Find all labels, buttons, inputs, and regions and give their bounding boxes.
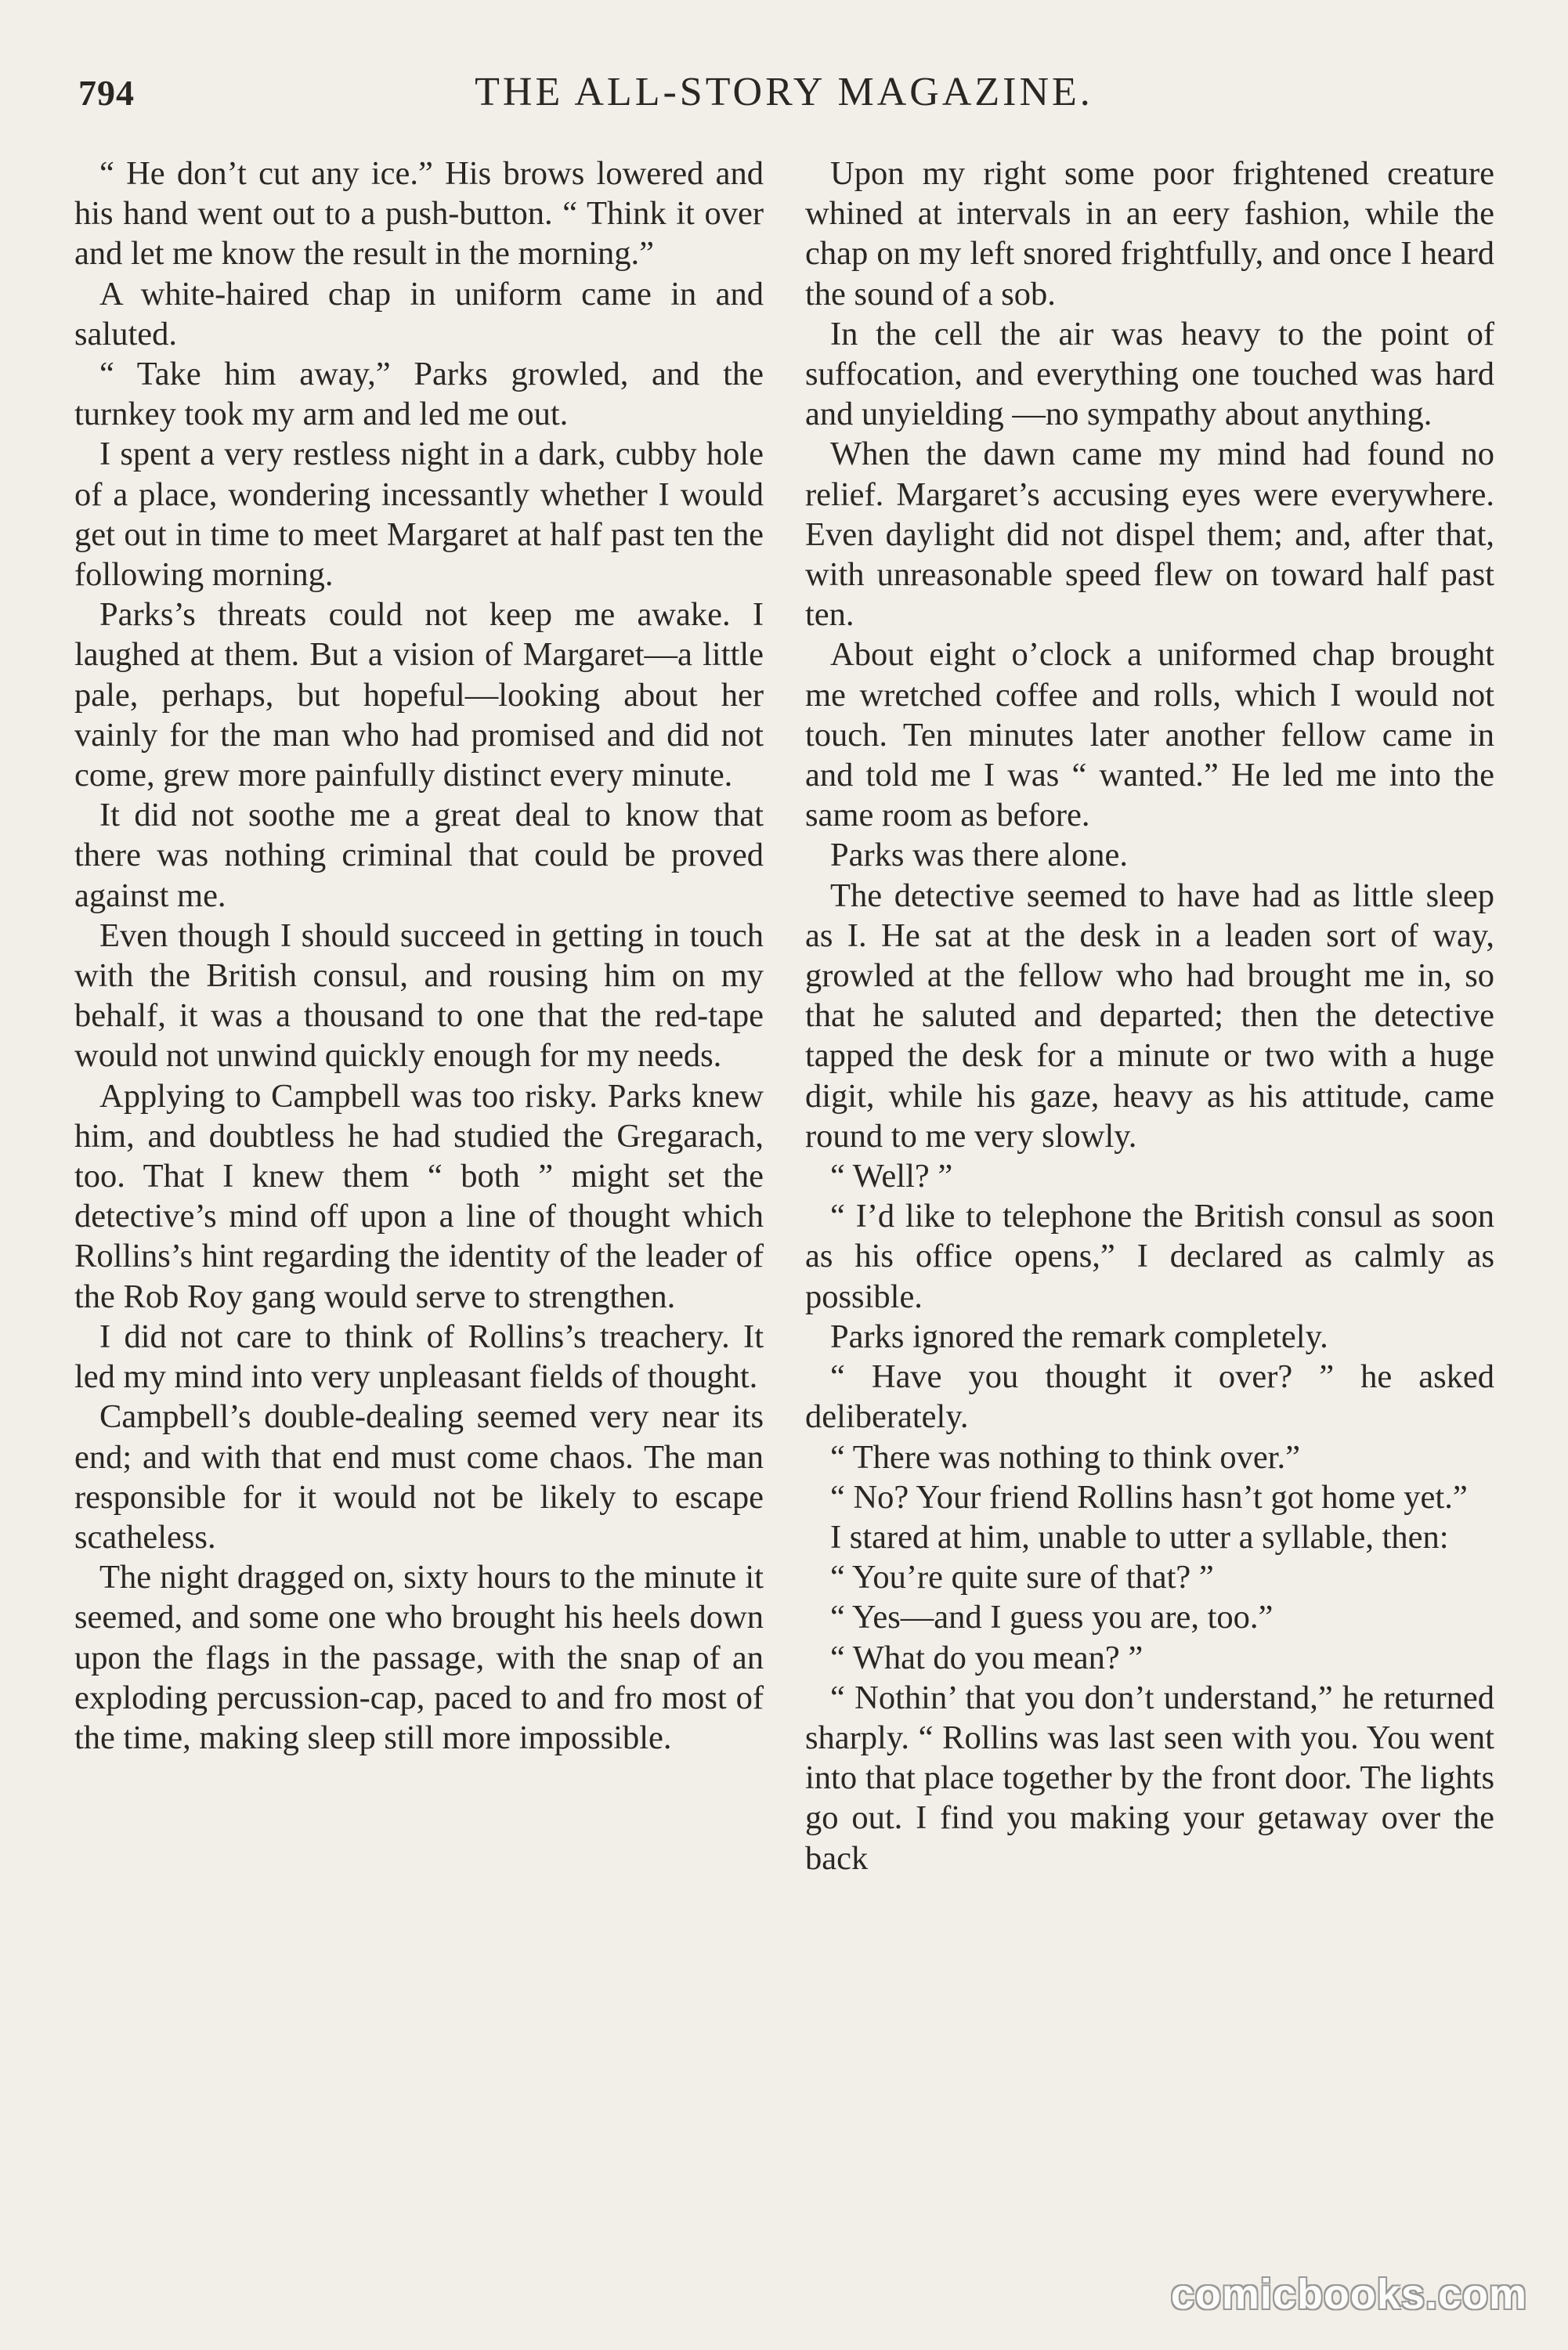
watermark: comicbooks.com <box>1170 2271 1527 2318</box>
paragraph: “ I’d like to telephone the British consul as soon as his office opens,” I declared as calmly as possible. <box>805 1198 1494 1315</box>
paragraph: “ Yes—and I guess you are, too.” <box>830 1599 1274 1636</box>
paragraph: About eight o’clock a uniformed chap brought me wretched coffee and rolls, which I would not touch. Ten minutes later another fellow came in and told me I was “ wanted.” He led me into the same room as before. <box>805 636 1494 834</box>
paragraph: “ He don’t cut any ice.” His brows lowered and his hand went out to a push-button. “ Think it over and let me know the result in the morning.” <box>74 155 764 273</box>
paragraph: In the cell the air was heavy to the point of suffocation, and everything one touched was hard and unyielding —no sympathy about anything. <box>805 315 1494 433</box>
paragraph: “ No? Your friend Rollins hasn’t got home yet.” <box>830 1478 1468 1516</box>
left-column <box>74 154 764 1758</box>
paragraph: Parks ignored the remark completely. <box>830 1318 1328 1355</box>
paragraph: Even though I should succeed in getting in touch with the British consul, and rousing him on my behalf, it was a thousand to one that the red-tape would not unwind quickly enough for my needs. <box>74 916 764 1075</box>
paragraph: “ You’re quite sure of that? ” <box>830 1559 1214 1596</box>
paragraph: I did not care to think of Rollins’s treachery. It led my mind into very unpleasant fields of thought. <box>74 1318 764 1396</box>
paragraph: “ Have you thought it over? ” he asked deliberately. <box>805 1358 1494 1436</box>
paragraph: The night dragged on, sixty hours to the minute it seemed, and some one who brought his heels down upon the flags in the passage, with the snap of an exploding percussion-cap, paced to and fro most of the time, making sleep still more impossible. <box>74 1559 764 1756</box>
paragraph: A white-haired chap in uniform came in and saluted. <box>74 275 764 352</box>
paragraph: The detective seemed to have had as little sleep as I. He sat at the desk in a leaden sort of way, growled at the fellow who had brought me in, so that he saluted and departed; then the detective tapped the desk for a minute or two with a huge digit, while his gaze, heavy as his attitude, came round to me very slowly. <box>805 877 1494 1155</box>
paragraph: When the dawn came my mind had found no relief. Margaret’s accusing eyes were everywhere. Even daylight did not dispel them; and, after that, with unreasonable speed flew on toward half past ten. <box>805 436 1494 634</box>
paragraph: “ Nothin’ that you don’t understand,” he returned sharply. “ Rollins was last seen with you. You went into that place together by the front door. The lights go out. I find you making your getaway over the back <box>805 1679 1494 1877</box>
paragraph: “ There was nothing to think over.” <box>830 1438 1300 1476</box>
paragraph: Campbell’s double-dealing seemed very near its end; and with that end must come chaos. The man responsible for it would not be likely to escape scatheless. <box>74 1398 764 1556</box>
paragraph: Applying to Campbell was too risky. Parks knew him, and doubtless he had studied the Gregarach, too. That I knew them “ both ” might set the detective’s mind off upon a line of thought which Rollins’s hint regarding the identity of the leader of the Rob Roy gang would serve to strengthen. <box>74 1077 764 1315</box>
paragraph: It did not soothe me a great deal to know that there was nothing criminal that could be proved against me. <box>74 797 764 914</box>
paragraph: “ Take him away,” Parks growled, and the turnkey took my arm and led me out. <box>74 356 764 433</box>
paragraph: Parks’s threats could not keep me awake. I laughed at them. But a vision of Margaret—a little pale, perhaps, but hopeful—looking about her vainly for the man who had promised and did not come, grew more painfully distinct every minute. <box>74 596 764 794</box>
right-column <box>805 154 1494 1878</box>
paragraph: Parks was there alone. <box>830 837 1129 874</box>
running-head: THE ALL-STORY MAGAZINE. <box>475 70 1093 114</box>
paragraph: I stared at him, unable to utter a syllable, then: <box>830 1518 1449 1556</box>
paragraph: “ What do you mean? ” <box>830 1639 1143 1676</box>
paragraph: I spent a very restless night in a dark, cubby hole of a place, wondering incessantly whether I would get out in time to meet Margaret at half past ten the following morning. <box>74 436 764 594</box>
paragraph: Upon my right some poor frightened creature whined at intervals in an eery fashion, while the chap on my left snored frightfully, and once I heard the sound of a sob. <box>805 155 1494 313</box>
page-number: 794 <box>78 73 135 113</box>
paragraph: “ Well? ” <box>830 1158 953 1195</box>
